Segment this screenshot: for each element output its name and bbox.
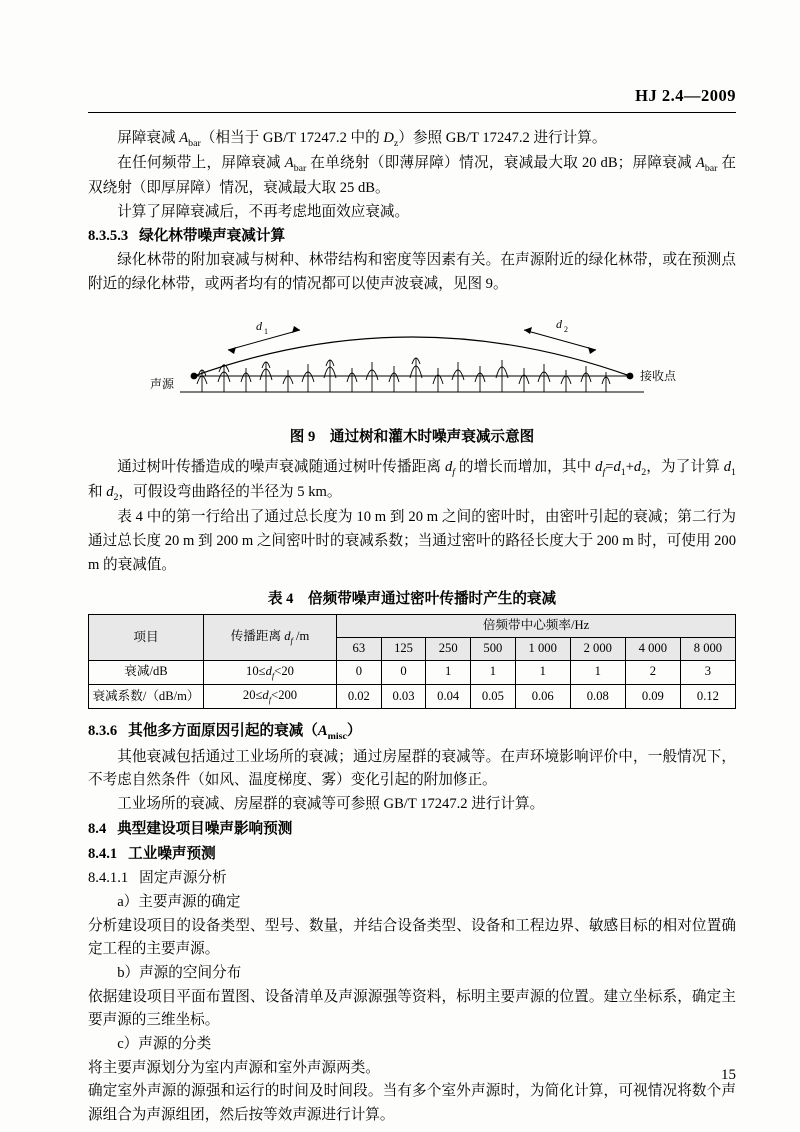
- paragraph-barrier-attenuation-1: 屏障衰减 $A_{bar}$（相当于 GB/T 17247.2 中的 $D_z$）参照 GB/T 17247.2 进行计算。: [117, 130, 607, 149]
- header-band-8000: 8 000: [680, 637, 735, 660]
- table-4: [88, 614, 736, 709]
- figure-9-svg: [132, 306, 692, 416]
- d1-arrowhead-right: [292, 326, 300, 333]
- cell-value: 0: [337, 660, 382, 684]
- cell-value: 0: [381, 660, 426, 684]
- header-band-125: 125: [381, 637, 426, 660]
- d2-arrowhead-right: [588, 347, 596, 354]
- section-heading-8-4-1: [88, 842, 736, 867]
- table-4-caption: 表 4 倍频带噪声通过密叶传播时产生的衰减: [267, 591, 557, 608]
- page-header: HJ 2.4—2009: [635, 86, 736, 105]
- paragraph-item-c-detail-2: 确定室外声源的源强和运行的时间及时间段。当有多个室外声源时，为简化计算，可视情况将数个声源组合为声源组团，然后按等效声源进行计算。: [88, 1083, 736, 1123]
- header-band-2000: 2 000: [570, 637, 625, 660]
- page-content: [88, 86, 736, 1128]
- table-4-body: [89, 660, 736, 708]
- header-band-1000: 1 000: [515, 637, 570, 660]
- section-number: 8.4.1: [88, 845, 118, 862]
- cell-distance: $10\le d_f<20$: [204, 660, 337, 684]
- table-row: [89, 684, 736, 708]
- cell-value: 1: [515, 660, 570, 684]
- cell-item: 衰减系数/（dB/m）: [89, 684, 204, 708]
- cell-value: 3: [680, 660, 735, 684]
- figure-9-caption: 图 9 通过树和灌木时噪声衰减示意图: [289, 429, 535, 446]
- paragraph-barrier-attenuation-3: 计算了屏障衰减后，不再考虑地面效应衰减。: [117, 203, 410, 220]
- header-band-4000: 4 000: [625, 637, 680, 660]
- paragraph-leaf-propagation: 通过树叶传播造成的噪声衰减随通过树叶传播距离 $d_f$ 的增长而增加，其中 $d_f=d_1+d_2$，为了计算 $d_1$ 和 $d_2$，可假设弯曲路径的半径为 5 km。: [88, 459, 736, 504]
- cell-value: 0.05: [471, 684, 516, 708]
- table-4-head: [89, 615, 736, 660]
- paragraph-barrier-attenuation-2: 在任何频带上，屏障衰减 $A_{bar}$ 在单绕射（即薄屏障）情况，衰减最大取 20 dB；屏障衰减 $A_{bar}$ 在双绕射（即厚屏障）情况，衰减最大取 25 dB。: [88, 154, 736, 196]
- header-item: 项目: [89, 615, 204, 660]
- section-title: 工业噪声预测: [128, 845, 216, 862]
- list-item-c: c）声源的分类: [117, 1035, 212, 1052]
- tree-row: [197, 358, 610, 392]
- cell-value: 0.03: [381, 684, 426, 708]
- paragraph-table4-explanation: 表 4 中的第一行给出了通过总长度为 10 m 到 20 m 之间的密叶时，由密叶引起的衰减；第二行为通过总长度 20 m 到 200 m 之间密叶时的衰减系数；当通过密叶的路径长度大于 200 m 时，可使用 200 m 的衰减值。: [88, 509, 736, 573]
- header-distance: 传播距离 $d_f$ /m: [204, 615, 337, 660]
- d1-arrowhead-left: [228, 347, 236, 354]
- d1-subscript: 1: [264, 327, 268, 337]
- page-number: 15: [721, 1067, 736, 1083]
- section-number: 8.4: [88, 820, 107, 837]
- cell-value: 0.04: [426, 684, 471, 708]
- d2-arrowhead-left: [524, 327, 532, 334]
- header-band-group: 倍频带中心频率/Hz: [337, 615, 736, 638]
- header-band-250: 250: [426, 637, 471, 660]
- list-item-a: a）主要声源的确定: [117, 894, 241, 911]
- header-band-63: 63: [337, 637, 382, 660]
- section-title: 固定声源分析: [139, 870, 227, 887]
- source-label: 声源: [150, 377, 175, 392]
- section-title: 绿化林带噪声衰减计算: [139, 228, 286, 245]
- d2-subscript: 2: [564, 325, 568, 335]
- paragraph-other-attenuation-2: 工业场所的衰减、房屋群的衰减等可参照 GB/T 17247.2 进行计算。: [117, 796, 545, 813]
- receiver-point: [627, 373, 634, 380]
- receiver-label: 接收点: [640, 369, 677, 384]
- header-divider: [88, 112, 736, 113]
- figure-9-illustration: [88, 306, 736, 421]
- paragraph-item-c-detail-1: 将主要声源划分为室内声源和室外声源两类。: [88, 1059, 380, 1076]
- d2-label: d: [556, 317, 562, 332]
- paragraph-green-belt: 绿化林带的附加衰减与树种、林带结构和密度等因素有关。在声源附近的绿化林带，或在预测点附近的绿化林带，或两者均有的情况都可以使声波衰减，见图 9。: [88, 252, 736, 292]
- cell-value: 2: [625, 660, 680, 684]
- paragraph-item-a-detail: 分析建设项目的设备类型、型号、数量，并结合设备类型、设备和工程边界、敏感目标的相对位置确定工程的主要声源。: [88, 917, 736, 958]
- cell-value: 0.12: [680, 684, 735, 708]
- d1-label: d: [256, 319, 262, 334]
- paragraph-other-attenuation-1: 其他衰减包括通过工业场所的衰减；通过房屋群的衰减等。在声环境影响评价中，一般情况下，不考虑自然条件（如风、温度梯度、雾）变化引起的附加修正。: [88, 748, 736, 789]
- cell-value: 1: [570, 660, 625, 684]
- cell-value: 0.02: [337, 684, 382, 708]
- propagation-curve: [194, 337, 630, 376]
- cell-value: 0.09: [625, 684, 680, 708]
- section-heading-8-3-5-3: [88, 224, 736, 249]
- list-item-b: b）声源的空间分布: [117, 965, 242, 982]
- d2-arrow: [524, 330, 596, 350]
- section-heading-8-3-6: 8.3.6 其他多方面原因引起的衰减$(A_{misc})$: [88, 723, 362, 742]
- section-title: 典型建设项目噪声影响预测: [117, 820, 293, 837]
- section-number: 8.3.6: [88, 723, 118, 740]
- section-heading-8-4: [88, 817, 736, 842]
- paragraph-item-b-detail: 依据建设项目平面布置图、设备清单及声源源强等资料，标明主要声源的位置。建立坐标系，确定主要声源的三维坐标。: [88, 988, 736, 1029]
- cell-distance: $20\le d_f<200$: [204, 684, 337, 708]
- source-point: [191, 373, 198, 380]
- cell-item: 衰减/dB: [89, 660, 204, 684]
- cell-value: 0.06: [515, 684, 570, 708]
- table-header-row-1: [89, 615, 736, 638]
- cell-value: 1: [426, 660, 471, 684]
- section-number: 8.4.1.1: [88, 870, 129, 887]
- section-heading-8-4-1-1: [88, 866, 736, 891]
- cell-value: 1: [471, 660, 516, 684]
- table-row: [89, 660, 736, 684]
- cell-value: 0.08: [570, 684, 625, 708]
- section-number: 8.3.5.3: [88, 228, 129, 245]
- header-band-500: 500: [471, 637, 516, 660]
